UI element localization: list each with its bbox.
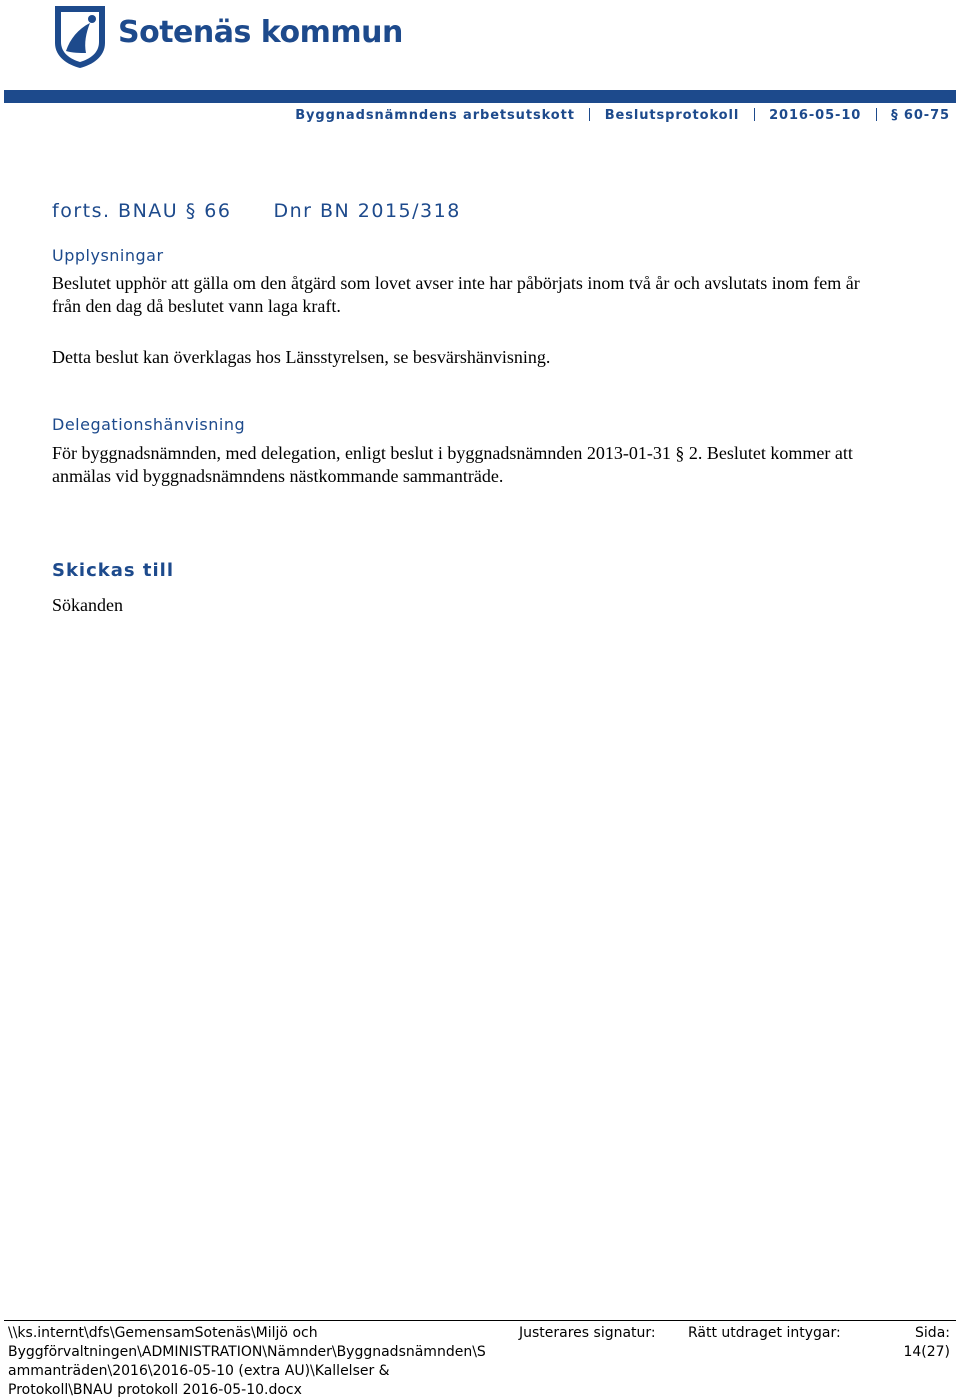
page-info: [903, 1324, 950, 1362]
document-header: [295, 108, 950, 123]
delegation-paragraph: För byggnadsnämnden, med delegation, enligt beslut i byggnadsnämnden 2013-01-31 § 2. Beslutet kommer att anmälas vid byggnadsnämndens nästkommande sammanträde.: [52, 443, 853, 486]
file-path: \\ks.internt\dfs\GemensamSotenäs\Miljö och Byggförvaltningen\ADMINISTRATION\Nämnder\Byggnadsnämnden\S ammanträden\2016\2016-05-10 (extra AU)\Kallelser & Protokoll\BNAU protokoll 2016-05-10.docx: [8, 1325, 486, 1398]
information-heading: Upplysningar: [52, 246, 164, 265]
paragraph-range: § 60-75: [891, 108, 950, 123]
delegation-heading: Delegationshänvisning: [52, 415, 246, 434]
coat-of-arms-icon: [52, 3, 108, 69]
appeal-paragraph: Detta beslut kan överklagas hos Länsstyrelsen, se besvärshänvisning.: [52, 347, 551, 367]
org-name: Sotenäs kommun: [118, 15, 403, 50]
page-number: 14(27): [903, 1344, 950, 1360]
case-number: forts. BNAU § 66: [52, 200, 232, 222]
header-rule: [4, 90, 956, 103]
meeting-date: 2016-05-10: [769, 108, 862, 123]
page-label: Sida:: [915, 1325, 950, 1341]
header-divider: [589, 108, 590, 121]
case-heading: [52, 200, 461, 222]
recipient: Sökanden: [52, 595, 123, 615]
footer-rule: [4, 1320, 956, 1321]
certified-label: Rätt utdraget intygar:: [688, 1325, 841, 1341]
doc-type: Beslutsprotokoll: [604, 108, 740, 123]
information-paragraph: Beslutet upphör att gälla om den åtgärd som lovet avser inte har påbörjats inom två år och avslutats inom fem år från den dag då beslutet vann laga kraft.: [52, 273, 860, 316]
signature-label: Justerares signatur:: [519, 1325, 656, 1341]
header-divider: [754, 108, 755, 121]
send-to-heading: Skickas till: [52, 560, 174, 581]
committee-name: Byggnadsnämndens arbetsutskott: [295, 108, 575, 123]
municipality-logo: [52, 3, 403, 69]
header-divider: [876, 108, 877, 121]
case-dnr: Dnr BN 2015/318: [273, 200, 461, 222]
